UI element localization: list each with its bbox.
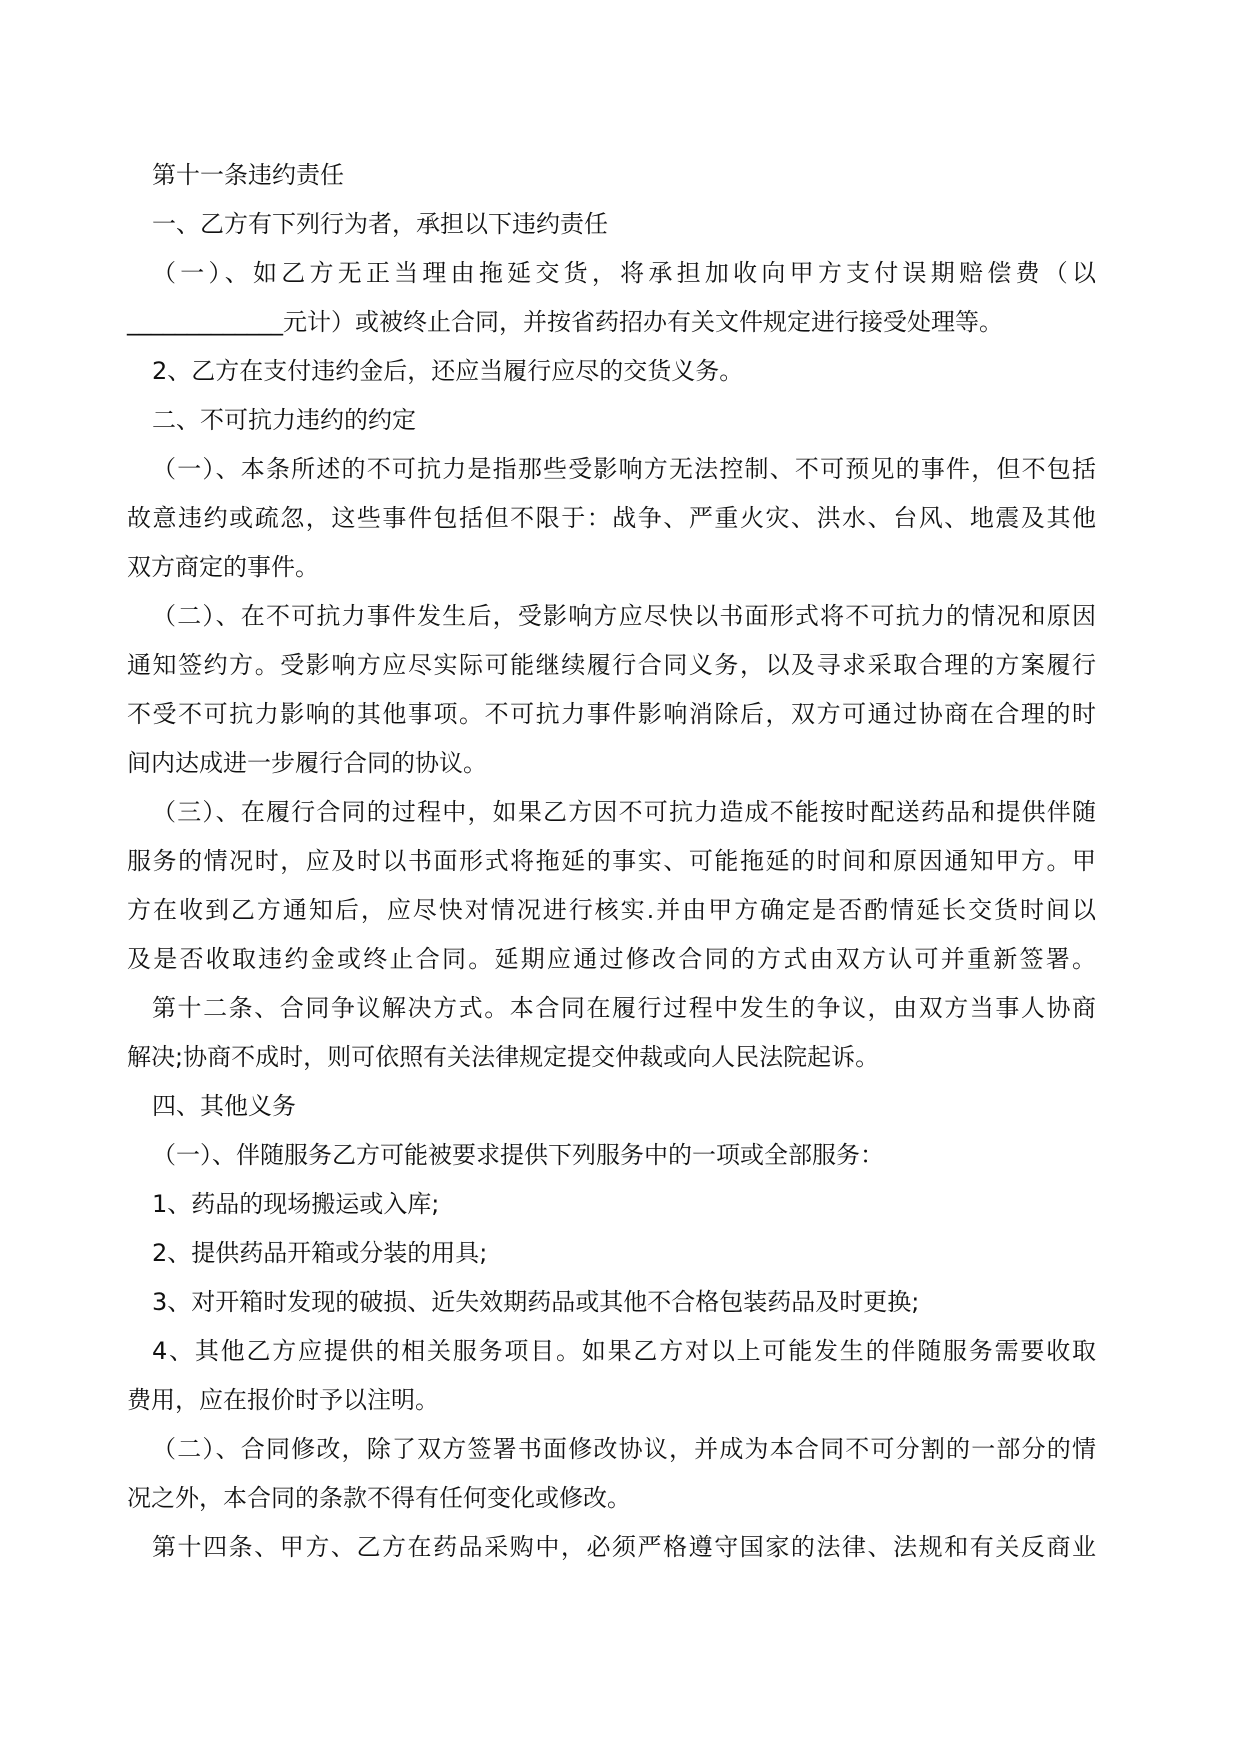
paragraph-line: （一）、伴随服务乙方可能被要求提供下列服务中的一项或全部服务： [152, 1141, 884, 1169]
paragraph-line: （二）、合同修改，除了双方签署书面修改协议，并成为本合同不可分割的一部分的情 [152, 1435, 1096, 1463]
list-item: 4、其他乙方应提供的相关服务项目。如果乙方对以上可能发生的伴随服务需要收取 [152, 1337, 1096, 1365]
article-11-heading: 第十一条违约责任 [152, 161, 344, 189]
paragraph-line: 通知签约方。受影响方应尽实际可能继续履行合同义务，以及寻求采取合理的方案履行 [127, 651, 1096, 679]
paragraph-line: 及是否收取违约金或终止合同。延期应通过修改合同的方式由双方认可并重新签署。 [127, 945, 1096, 973]
section-2-heading: 二、不可抗力违约的约定 [152, 406, 416, 434]
paragraph-line: 况之外，本合同的条款不得有任何变化或修改。 [127, 1484, 631, 1512]
paragraph-line: 2、乙方在支付违约金后，还应当履行应尽的交货义务。 [152, 357, 744, 385]
paragraph-line: 服务的情况时，应及时以书面形式将拖延的事实、可能拖延的时间和原因通知甲方。甲 [127, 847, 1096, 875]
paragraph-line: _____________元计）或被终止合同，并按省药招办有关文件规定进行接受处理等。 [127, 308, 1003, 336]
paragraph-line: 间内达成进一步履行合同的协议。 [127, 749, 487, 777]
list-item: 3、对开箱时发现的破损、近失效期药品或其他不合格包装药品及时更换; [152, 1288, 920, 1316]
paragraph-line: （一）、本条所述的不可抗力是指那些受影响方无法控制、不可预见的事件，但不包括 [152, 455, 1096, 483]
article-12-line: 第十二条、合同争议解决方式。本合同在履行过程中发生的争议，由双方当事人协商 [152, 994, 1096, 1022]
article-14-line: 第十四条、甲方、乙方在药品采购中，必须严格遵守国家的法律、法规和有关反商业 [152, 1533, 1096, 1561]
paragraph-line: 不受不可抗力影响的其他事项。不可抗力事件影响消除后，双方可通过协商在合理的时 [127, 700, 1096, 728]
paragraph-line: 费用，应在报价时予以注明。 [127, 1386, 439, 1414]
paragraph-line: （三）、在履行合同的过程中，如果乙方因不可抗力造成不能按时配送药品和提供伴随 [152, 798, 1096, 826]
paragraph-line: 解决;协商不成时，则可依照有关法律规定提交仲裁或向人民法院起诉。 [127, 1043, 880, 1071]
paragraph-line: 故意违约或疏忽，这些事件包括但不限于：战争、严重火灾、洪水、台风、地震及其他 [127, 504, 1096, 532]
paragraph-line: 双方商定的事件。 [127, 553, 319, 581]
section-4-heading: 四、其他义务 [152, 1092, 296, 1120]
list-item: 2、提供药品开箱或分装的用具; [152, 1239, 488, 1267]
paragraph-line: （二）、在不可抗力事件发生后，受影响方应尽快以书面形式将不可抗力的情况和原因 [152, 602, 1096, 630]
paragraph-line: 方在收到乙方通知后，应尽快对情况进行核实.并由甲方确定是否酌情延长交货时间以 [127, 896, 1096, 924]
section-1-heading: 一、乙方有下列行为者，承担以下违约责任 [152, 210, 608, 238]
paragraph-line: （一）、如乙方无正当理由拖延交货，将承担加收向甲方支付误期赔偿费（以 [152, 259, 1096, 287]
list-item: 1、药品的现场搬运或入库; [152, 1190, 440, 1218]
document-body [127, 151, 1096, 1572]
